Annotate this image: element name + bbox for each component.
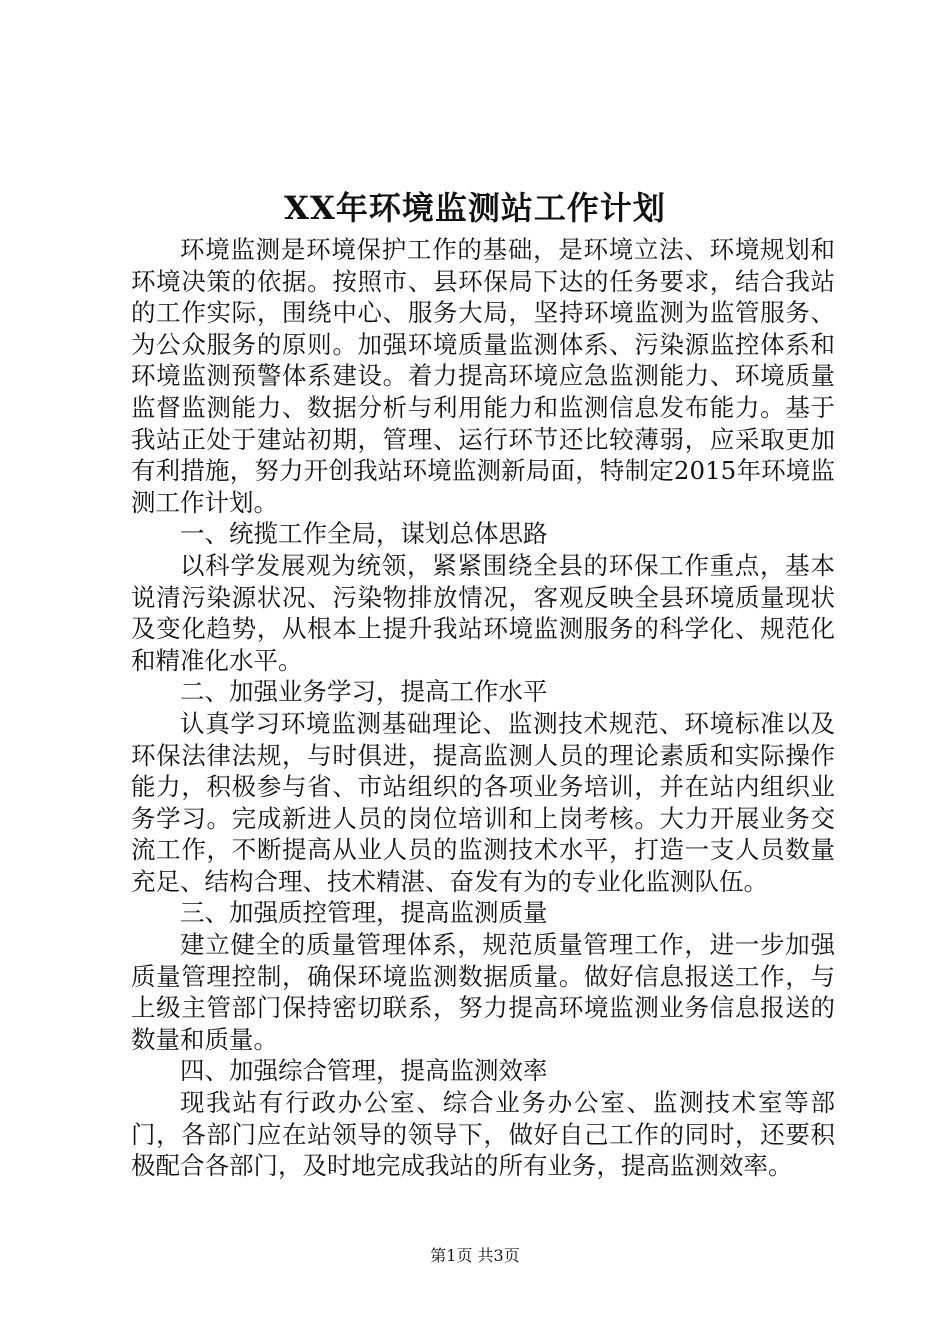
section-heading-4: 四、加强综合管理，提高监测效率 <box>180 1056 548 1086</box>
page-number-footer: 第1页 共3页 <box>430 1246 520 1265</box>
section-heading-2: 二、加强业务学习，提高工作水平 <box>180 677 548 707</box>
section-heading-1: 一、统揽工作全局，谋划总体思路 <box>180 519 548 549</box>
paragraph-section-3: 建立健全的质量管理体系，规范质量管理工作，进一步加强质量管理控制，确保环境监测数据质量。做好信息报送工作，与上级主管部门保持密切联系，努力提高环境监测业务信息报送的数量和质量。 <box>131 930 835 1054</box>
section-heading-3: 三、加强质控管理，提高监测质量 <box>180 898 548 928</box>
paragraph-section-2: 认真学习环境监测基础理论、监测技术规范、环境标准以及环保法律法规，与时俱进，提高监测人员的理论素质和实际操作能力，积极参与省、市站组织的各项业务培训，并在站内组织业务学习。完成新进人员的岗位培训和上岗考核。大力开展业务交流工作，不断提高从业人员的监测技术水平，打造一支人员数量充足、结构合理、技术精湛、奋发有为的专业化监测队伍。 <box>131 708 835 896</box>
paragraph-section-4: 现我站有行政办公室、综合业务办公室、监测技术室等部门，各部门应在站领导的领导下，做好自己工作的同时，还要积极配合各部门，及时地完成我站的所有业务，提高监测效率。 <box>131 1088 835 1181</box>
document-title: XX年环境监测站工作计划 <box>284 189 666 227</box>
document-body <box>131 234 835 1182</box>
paragraph-section-1: 以科学发展观为统领，紧紧围绕全县的环保工作重点，基本说清污染源状况、污染物排放情况，客观反映全县环境质量现状及变化趋势，从根本上提升我站环境监测服务的科学化、规范化和精准化水平。 <box>131 550 835 675</box>
paragraph-intro: 环境监测是环境保护工作的基础，是环境立法、环境规划和环境决策的依据。按照市、县环保局下达的任务要求，结合我站的工作实际，围绕中心、服务大局，坚持环境监测为监管服务、为公众服务的原则。加强环境质量监测体系、污染源监控体系和环境监测预警体系建设。着力提高环境应急监测能力、环境质量监督监测能力、数据分析与利用能力和监测信息发布能力。基于我站正处于建站初期，管理、运行环节还比较薄弱，应采取更加有利措施，努力开创我站环境监测新局面，特制定2015年环境监测工作计划。 <box>131 235 835 517</box>
